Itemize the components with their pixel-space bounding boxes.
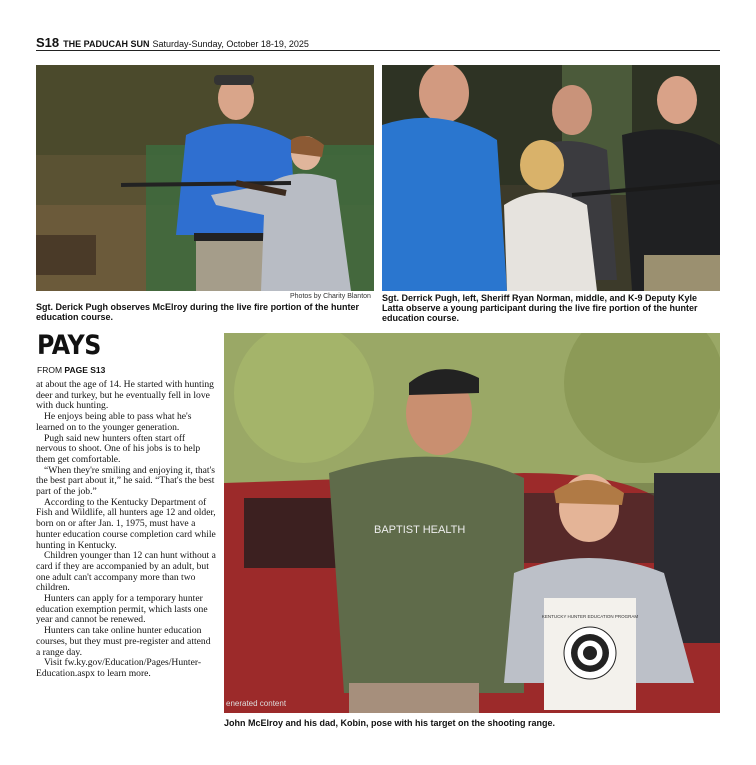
page-header: [36, 34, 720, 51]
photo2-caption: Sgt. Derrick Pugh, left, Sheriff Ryan Norman, middle, and K-9 Deputy Kyle Latta observe a young participant during the live fire portion of the hunter education course.: [382, 293, 698, 323]
article-paragraph: Children younger than 12 can hunt without a card if they are accompanied by an adult, but one adult can't accompany more than two children.: [36, 550, 216, 594]
article-paragraph: He enjoys being able to pass what he's learned on to the younger generation.: [36, 411, 192, 433]
newspaper-name: THE PADUCAH SUN: [63, 39, 150, 49]
shirt-text: BAPTIST HEALTH: [374, 524, 466, 536]
article-paragraph: “When they're smiling and enjoying it, that's the best part about it,” he said. “That's the best part of the job.”: [36, 464, 216, 498]
photo1-caption: Sgt. Derick Pugh observes McElroy during the live fire portion of the hunter education course.: [36, 302, 360, 322]
article-paragraph: at about the age of 14. He started with hunting deer and turkey, but he eventually fell in love with duck hunting.: [36, 379, 214, 412]
photo-mcelroy-target: [224, 333, 720, 713]
photo-pugh-mcelroy: [36, 65, 374, 291]
article-paragraph: Pugh said new hunters often start off nervous to shoot. One of his jobs is to help them get comfortable.: [36, 432, 201, 465]
issue-date: Saturday-Sunday, October 18-19, 2025: [152, 39, 309, 49]
jump-from-label: FROM: [37, 365, 63, 375]
jump-line: [37, 365, 105, 375]
article-paragraph: Hunters can take online hunter education courses, but they must pre-register and attend a range day.: [36, 625, 211, 658]
article-paragraph: Hunters can apply for a temporary hunter education exemption permit, which lasts one year and cannot be renewed.: [36, 593, 208, 626]
jump-from-page: PAGE S13: [64, 365, 106, 375]
article-paragraph: According to the Kentucky Department of Fish and Wildlife, all hunters age 12 and older, born on or after Jan. 1, 1975, must have a hunter education course completion card while hunting in Kentucky.: [36, 496, 216, 551]
article-paragraph: Visit fw.ky.gov/Education/Pages/Hunter-Education.aspx to learn more.: [36, 657, 202, 679]
page-number: S18: [36, 35, 60, 50]
article-kicker: PAYS: [37, 330, 101, 361]
article-body: [36, 380, 217, 680]
photo-credit: Photos by Charity Blanton: [290, 293, 371, 300]
target-title: KENTUCKY HUNTER EDUCATION PROGRAM: [541, 614, 639, 619]
photo-overlay-text: enerated content: [226, 699, 287, 708]
photo3-caption: John McElroy and his dad, Kobin, pose with his target on the shooting range.: [224, 718, 556, 728]
photo-officers-observe: [382, 65, 720, 291]
